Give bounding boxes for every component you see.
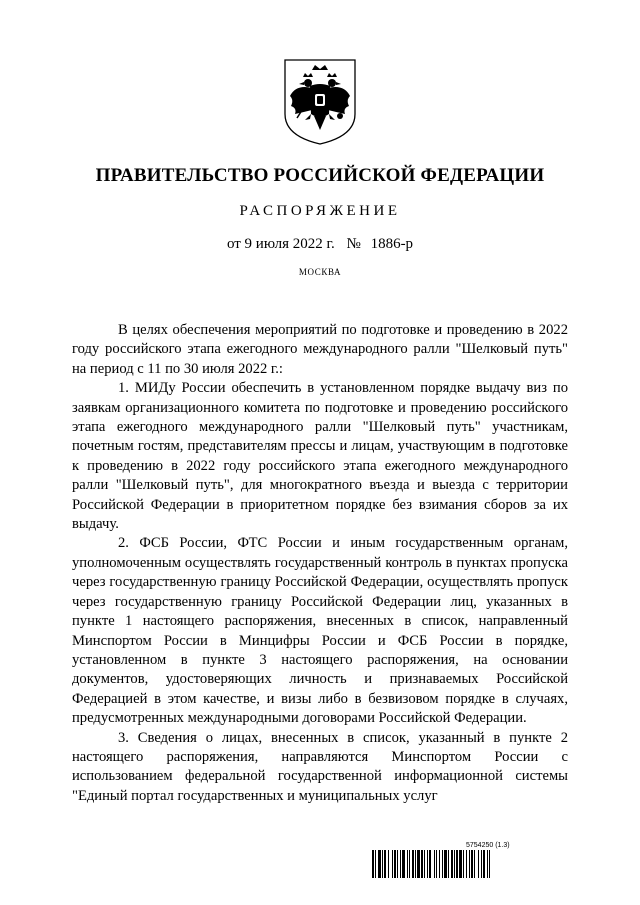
number-sign: № xyxy=(346,236,361,252)
intro-paragraph: В целях обеспечения мероприятий по подготовке и проведению в 2022 году российского этапа ежегодного международного ралли "Шелковый путь" на период с 11 по 30 июля 2022 г.: xyxy=(72,322,568,377)
double-headed-eagle-icon xyxy=(282,56,358,146)
document-date-line xyxy=(0,236,640,253)
document-number: 1886-р xyxy=(370,236,414,252)
document-type: РАСПОРЯЖЕНИЕ xyxy=(239,203,401,219)
government-title: ПРАВИТЕЛЬСТВО РОССИЙСКОЙ ФЕДЕРАЦИИ xyxy=(95,165,545,186)
clause-1-paragraph: 1. МИДу России обеспечить в установленном порядке выдачу виз по заявкам организационного комитета по подготовке и проведению российского этапа ежегодного международного ралли "Шелковый путь" участникам, почетным гостям, представителям прессы и лицам, участвующим в подготовке к проведению в 2022 году российского этапа ежегодного международного ралли "Шелковый путь", для многократного въезда и выезда с территории Российской Федерации в приоритетном порядке без взимания сборов за их выдачу. xyxy=(72,380,568,533)
barcode-icon xyxy=(372,850,569,878)
document-body xyxy=(72,321,568,806)
document-date: от 9 июля 2022 г. xyxy=(226,236,335,252)
clause-3-paragraph: 3. Сведения о лицах, внесенных в список, указанный в пункте 2 настоящего распоряжения, направляются Минспортом России с использованием федеральной государственной информационной системы "Единый портал государственных и муниципальных услуг xyxy=(72,729,568,804)
document-city: МОСКВА xyxy=(298,267,342,277)
clause-2-paragraph: 2. ФСБ России, ФТС России и иным государственным органам, уполномоченным осуществлять государственный контроль в пунктах пропуска через государственную границу Российской Федерации, осуществлять пропуск через государственную границу Российской Федерации лиц, указанных в пункте 1 настоящего распоряжения, внесенных в список, направленный Минспортом России в Минцифры России и ФСБ России в порядке, установленном в пункте 3 настоящего распоряжения, на основании документов, удостоверяющих личность и признаваемых Российской Федерацией в этом качестве, и визы либо в безвизовом порядке в случаях, предусмотренных международными договорами Российской Федерации. xyxy=(72,535,568,727)
barcode-id: 5754250 (1.3) xyxy=(466,842,510,849)
